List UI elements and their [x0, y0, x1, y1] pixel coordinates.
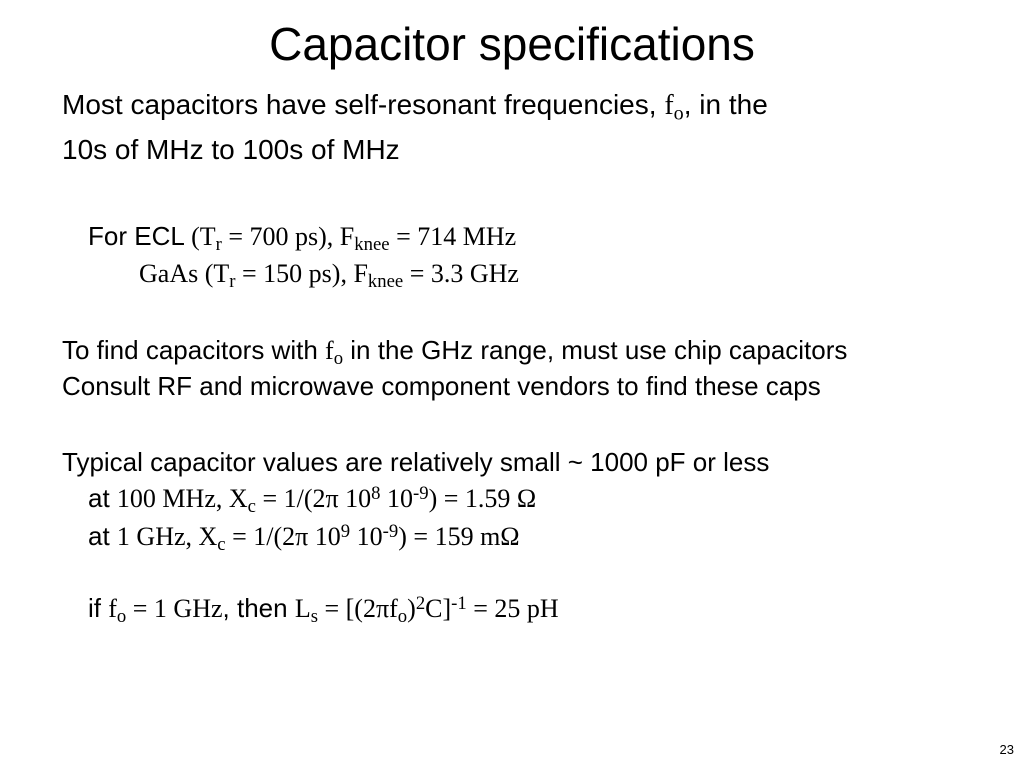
- formula-part: = 1/(2: [225, 522, 296, 551]
- at-label: at: [88, 483, 117, 513]
- intro-text: Most capacitors have self-resonant frequencies,: [62, 89, 665, 120]
- formula-part: 10: [380, 484, 413, 513]
- gaas-line: [139, 258, 519, 293]
- typical-values-line: Typical capacitor values are relatively small ~ 1000 pF or less: [62, 447, 770, 477]
- gaas-knee-frequency: = 3.3 GHz: [403, 259, 519, 288]
- subscript-o: o: [673, 102, 684, 125]
- subscript-s: s: [310, 606, 318, 628]
- subscript-o: o: [116, 606, 127, 628]
- frequency-x: 1 GHz, X: [116, 522, 218, 551]
- ecl-knee-frequency: = 714 MHz: [389, 222, 517, 251]
- pi-symbol: π: [325, 484, 339, 513]
- f-symbol: f: [325, 336, 334, 365]
- formula-part: = 1/(2: [255, 484, 326, 513]
- superscript-8: 8: [371, 483, 381, 505]
- formula-result: ) = 159 mΩ: [398, 522, 520, 551]
- reactance-formula: [116, 483, 537, 518]
- subscript-c: c: [217, 534, 226, 556]
- formula-result: = 25 pH: [466, 594, 559, 623]
- page-number: 23: [999, 742, 1014, 757]
- subscript-o: o: [333, 348, 344, 370]
- consult-line: Consult RF and microwave component vendors to find these caps: [62, 371, 821, 401]
- f-symbol: f: [389, 594, 398, 623]
- subscript-c: c: [247, 496, 256, 518]
- chip-text: To find capacitors with: [62, 335, 326, 365]
- superscript-minus-9: -9: [382, 521, 399, 543]
- inductance-line: [88, 592, 559, 628]
- chip-text-end: in the GHz range, must use chip capacitors: [343, 335, 848, 365]
- intro-line-1: [62, 86, 768, 125]
- chip-capacitor-line: [62, 334, 848, 370]
- inductance-formula: [294, 593, 559, 628]
- calc-100mhz-line: [88, 482, 537, 518]
- ecl-rise-time: = 700 ps), F: [221, 222, 355, 251]
- ecl-t: (T: [191, 222, 216, 251]
- ecl-line: [88, 220, 517, 256]
- subscript-r: r: [215, 234, 222, 256]
- pi-symbol: π: [375, 594, 390, 623]
- ecl-label: For ECL: [88, 221, 192, 251]
- formula-part: 10: [338, 484, 372, 513]
- f-symbol: f: [664, 90, 674, 121]
- subscript-r: r: [229, 271, 236, 293]
- gaas-rise-time: = 150 ps), F: [235, 259, 368, 288]
- formula-part: C]: [425, 594, 452, 623]
- formula-part: 10: [350, 522, 383, 551]
- superscript-9: 9: [340, 521, 351, 543]
- reactance-formula: [116, 521, 520, 556]
- superscript-2: 2: [415, 593, 426, 615]
- subscript-knee: knee: [367, 271, 404, 293]
- calc-1ghz-line: [88, 520, 520, 556]
- formula-part: = [(2: [317, 594, 376, 623]
- formula-part: ): [407, 594, 416, 623]
- at-label: at: [88, 521, 117, 551]
- frequency-value: = 1 GHz: [126, 594, 223, 623]
- pi-symbol: π: [295, 522, 309, 551]
- frequency-x: 100 MHz, X: [116, 484, 248, 513]
- superscript-minus-9: -9: [413, 483, 429, 505]
- gaas-label: GaAs (T: [139, 259, 230, 288]
- f-symbol: f: [108, 594, 117, 623]
- ecl-formula: [191, 222, 517, 256]
- if-label: if: [88, 593, 109, 623]
- formula-part: 10: [308, 522, 341, 551]
- then-label: , then: [222, 593, 295, 623]
- intro-line-2: 10s of MHz to 100s of MHz: [62, 134, 400, 165]
- subscript-knee: knee: [354, 234, 390, 256]
- subscript-o: o: [397, 606, 408, 628]
- slide-title: Capacitor specifications: [269, 18, 755, 70]
- l-symbol: L: [294, 594, 311, 623]
- superscript-minus-1: -1: [451, 593, 467, 615]
- formula-result: ) = 1.59 Ω: [428, 484, 537, 513]
- intro-text-end: , in the: [683, 89, 768, 120]
